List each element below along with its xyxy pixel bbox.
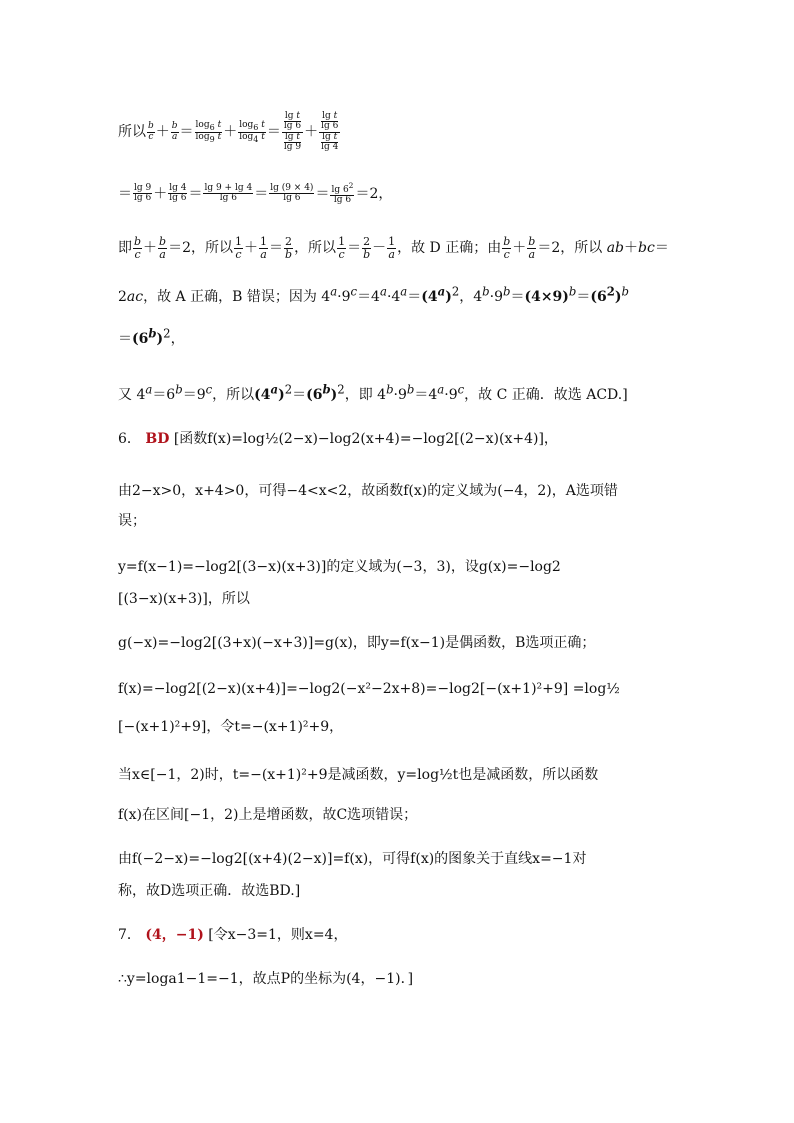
q7-number: 7． bbox=[118, 927, 141, 943]
q6-line-7 bbox=[118, 678, 684, 700]
solution-line-2 bbox=[118, 182, 684, 206]
q7-text: [令x−3=1，则x=4， bbox=[208, 927, 348, 943]
q6-line-4 bbox=[118, 556, 684, 578]
solution-line-3 bbox=[118, 236, 684, 260]
line1-visual: 所以 $\frac{b}{c}$ ＋ $\frac{b}{a}$ ＝ $\frac{\log_6 t}{\log_9 t}$ ＋ $\frac{\log_6 t}{\log_4 t}$ ＝ $\frac{\frac{\text{lg t}}{\lg 6}}{\frac{\text{lg t}}{\lg 9}}$ ＋ $\frac{\frac{\text{lg t}}{\lg 6}}{\frac{\text{lg t}}{\lg 4}}$ bbox=[118, 111, 339, 153]
q6-line bbox=[118, 428, 684, 450]
q7-text-2: ∴y=loga1−1=−1，故点P的坐标为(4，−1)．] bbox=[118, 971, 414, 987]
q6-answer: BD bbox=[145, 431, 170, 447]
q7-line bbox=[118, 924, 684, 946]
q6-text-7: f(x)=−log2[(2−x)(x+4)]=−log2(−x²−2x+8)=−log2[−(x+1)²+9] =log½ bbox=[118, 681, 620, 697]
solution-line-5 bbox=[118, 322, 684, 350]
q6-line-2 bbox=[118, 480, 684, 502]
q6-line-6 bbox=[118, 632, 684, 654]
q6-line-10 bbox=[118, 804, 684, 826]
q6-text-9: 当x∈[−1，2)时，t=−(x+1)²+9是减函数，y=log½t也是减函数，所以函数 bbox=[118, 767, 599, 783]
q6-number: 6． bbox=[118, 431, 141, 447]
q6-text: [函数f(x)=log½(2−x)−log2(x+4)=−log2[(2−x)(x+4)]， bbox=[173, 431, 558, 447]
line3-visual: 即 $\frac{b}{c}$ ＋ $\frac{b}{a}$ ＝2，所以 $\frac{1}{c}$ ＋ $\frac{1}{a}$ ＝ $\frac{2}{b}$ ，所以 $\frac{1}{c}$ ＝ $\frac{2}{b}$ － $\frac{1}{a}$ ，故 D 正确；由 $\frac{b}{c}$ ＋ $\frac{b}{a}$ ＝2，所以 ab＋bc＝ bbox=[118, 235, 669, 261]
q6-text-2: 由2−x>0，x+4>0，可得−4<x<2，故函数f(x)的定义域为(−4，2)，A选项错 bbox=[118, 483, 618, 499]
q6-text-11: 由f(−2−x)=−log2[(x+4)(2−x)]=f(x)，可得f(x)的图象关于直线x=−1对 bbox=[118, 851, 587, 867]
solution-line-6 bbox=[118, 378, 684, 406]
q6-line-8 bbox=[118, 716, 684, 738]
q6-line-11 bbox=[118, 848, 684, 870]
q6-text-6: g(−x)=−log2[(3+x)(−x+3)]=g(x)，即y=f(x−1)是偶函数，B选项正确； bbox=[118, 635, 596, 651]
solution-line-1 bbox=[118, 112, 684, 153]
q6-text-4: y=f(x−1)=−log2[(3−x)(x+3)]的定义域为(−3，3)，设g(x)=−log2 bbox=[118, 559, 561, 575]
q6-line-12 bbox=[118, 880, 684, 902]
q6-text-10: f(x)在区间[−1，2)上是增函数，故C选项错误； bbox=[118, 807, 418, 823]
solution-line-4 bbox=[118, 280, 684, 308]
q6-line-3 bbox=[118, 510, 684, 532]
line2-visual: ＝ $\frac{\lg 9}{\lg 6}$ ＋ $\frac{\lg 4}{\lg 6}$ ＝ $\frac{\lg 9 + \lg 4}{\lg 6}$ ＝ $\frac{\lg (9 \times 4)}{\lg 6}$ ＝ $\frac{\lg 6^2}{\lg 6}$ ＝2， bbox=[118, 181, 393, 206]
q7-answer: (4，−1) bbox=[145, 927, 204, 943]
line5-visual: $=(6^b)^2$， bbox=[118, 326, 185, 347]
line4-visual: 2ac，故 A 正确，B 错误；因为 $4^a\cdot 9^c=4^a\cdot 4^a=(4^a)^2$，$4^b\cdot 9^b=(4\times 9)^b=(6^2)^b$ bbox=[118, 284, 629, 305]
line6-visual: 又 $4^a=6^b=9^c$，所以$(4^a)^2=(6^b)^2$，即 $4^b\cdot 9^b=4^a\cdot 9^c$，故 C 正确．故选 ACD.] bbox=[118, 382, 628, 403]
q6-text-12: 称，故D选项正确．故选BD.] bbox=[118, 883, 301, 899]
q7-line-2 bbox=[118, 968, 684, 990]
q6-text-5: [(3−x)(x+3)]，所以 bbox=[118, 591, 250, 607]
q6-text-8: [−(x+1)²+9]，令t=−(x+1)²+9， bbox=[118, 719, 344, 735]
q6-line-5 bbox=[118, 588, 684, 610]
q6-line-9 bbox=[118, 764, 684, 786]
q6-text-3: 误； bbox=[118, 513, 146, 529]
